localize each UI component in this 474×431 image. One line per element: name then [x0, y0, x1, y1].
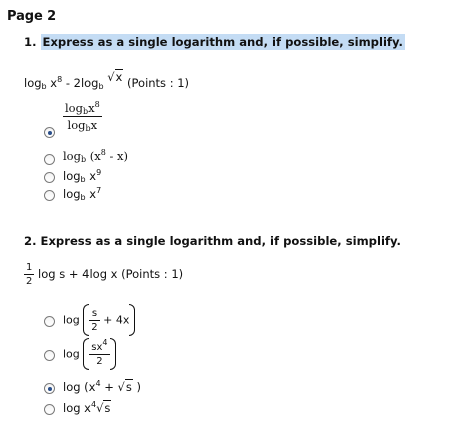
q2-option-d-label: $\log x^4√s$: [63, 400, 111, 415]
q1-option-a-radio[interactable]: [44, 127, 55, 138]
q2-option-a-radio[interactable]: [44, 316, 55, 327]
q2-option-b-radio[interactable]: [44, 350, 55, 361]
expr-exp: 8: [57, 75, 63, 84]
expr-minus-term: - 2log: [65, 76, 99, 90]
question-1-prompt: Express as a single logarithm and, if possible, simplify.: [42, 35, 403, 49]
expr-x: x: [50, 76, 58, 90]
question-2-heading: [24, 234, 401, 248]
expr-rest: log s + 4log x: [38, 267, 118, 281]
q2-option-b-label: log $\frac{sx^4}{2}$: [63, 338, 116, 370]
q2-option-d-radio[interactable]: [44, 404, 55, 415]
q1-option-c-label: $\log_b x^9$: [63, 168, 102, 184]
sqrt-symbol: √s: [96, 401, 111, 415]
paren-right: [129, 304, 135, 336]
expr-log: log: [24, 76, 42, 90]
expr-base-2: b: [98, 82, 104, 91]
q1-option-d-label: $\log_b x^7$: [63, 186, 102, 202]
expr-base: b: [41, 82, 47, 91]
expr-half-fraction: $\frac{1}{2}$: [26, 262, 33, 287]
question-2-expression: [24, 262, 183, 287]
question-1-number: 1.: [24, 35, 37, 49]
q1-option-b-radio[interactable]: [44, 154, 55, 165]
question-2-points: (Points : 1): [121, 267, 184, 281]
sqrt-symbol: √s: [117, 380, 132, 394]
q2-option-c-label: $\log (x^4 + √s$ ): [63, 379, 142, 394]
question-1-expression: [24, 69, 189, 90]
q1-option-a-fraction: $\frac{\log_bx^8}{\log_bx}$: [65, 100, 100, 133]
paren-right: [110, 338, 116, 370]
question-1-points: (Points : 1): [127, 76, 190, 90]
question-2-number: 2.: [24, 234, 37, 248]
page-title: Page 2: [7, 9, 57, 24]
q1-option-a-label: [63, 101, 102, 132]
question-2-prompt: Express as a single logarithm and, if possible, simplify.: [40, 234, 401, 248]
q1-option-b-label: $\log_b (x^8 - x)$: [63, 148, 128, 164]
q2-option-c-radio[interactable]: [44, 383, 55, 394]
sqrt-symbol: √x: [107, 70, 123, 84]
q2-option-a-label: log $\frac{s}{2}$ + 4x: [63, 304, 135, 336]
question-1-heading: [24, 35, 405, 49]
q1-option-c-radio[interactable]: [44, 172, 55, 183]
q1-option-d-radio[interactable]: [44, 190, 55, 201]
